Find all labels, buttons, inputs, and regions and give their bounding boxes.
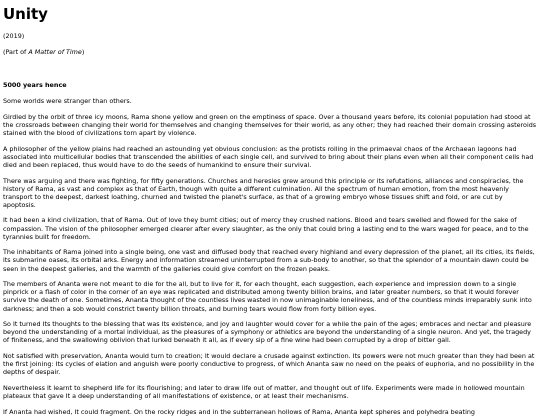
paragraph: The inhabitants of Rama joined into a single being, one vast and diffused body that reached every highland and every depression of the planet, all its cities, its fields, its submarine oases, its orbital arks. Energy and information streamed uninterrupted from a sub-body to another, so that the splendor of a mountain dawn could be seen in the deepest galleries, and the warmth of the galleries could give comfort on the frozen peaks. xyxy=(3,248,535,273)
spacer xyxy=(3,63,537,71)
paragraph: The members of Ananta were not meant to die for the all, but to live for it, for each thought, each suggestion, each experience and impression down to a single pinprick or a flash of color in the corner of an eye was replicated and distributed among twenty billion brains, and later greater numbers, so that it would forever survive the death of one. Sometimes, Ananta thought of the countless lives wasted in now unimaginable loneliness, and of the countless minds irreparably sunk into darkness; and then a sob would constrict twenty billion throats, and burning tears would flow from forty billion eyes. xyxy=(3,280,532,313)
paragraph: Not satisfied with preservation, Ananta would turn to creation; It would declare a crusade against extinction. Its powers were not much greater than they had been at the first joining: Its cycles of elation and anguish were poorly conductive to progress, of which Ananta saw no need on the peaks of euphoria, and no possibility in the depths of despair. xyxy=(3,352,535,377)
paragraph: If Ananta had wished, It could fragment. On the rocky ridges and in the subterranean hollows of Rama, Ananta kept spheres and polyhedra beating xyxy=(3,407,475,416)
paragraph: A philosopher of the yellow plains had reached an astounding yet obvious conclusion: as the protists rolling in the primaeval chaos of the Archaean lagoons had associated into multicellular bodies that transcended the abilities of each single cell, and survived to bring about their plans even when all their component cells had died and been replaced, thus would have to do the seeds of humankind to ensure their survival. xyxy=(3,144,534,169)
paragraph: Some worlds were stranger than others. xyxy=(3,97,132,106)
page-title: Unity xyxy=(3,5,48,23)
paragraph: So It turned Its thoughts to the blessing that was Its existence, and joy and laughter would cover for a while the pain of the ages; embraces and nectar and pleasure beyond the understanding of a mortal individual, as the pleasures of a symphony or athletics are beyond the understanding of a single neuron. And yet, the tragedy of finiteness, and the swallowing oblivion that lurked beneath it all, as if every sip of a fine wine had been corrupted by a drop of bitter gall. xyxy=(3,320,532,345)
section-heading: 5000 years hence xyxy=(3,81,67,90)
paragraph: Nevertheless It learnt to shepherd life for its flourishing; and later to draw life out of matter, and thought out of life. Experiments were made in hollowed mountain plateaux that gave It a deep understanding of all manifestations of existence, or at least their mechanisms. xyxy=(3,383,525,401)
paragraph: Girdled by the orbit of three icy moons, Rama shone yellow and green on the emptiness of space. Over a thousand years before, its colonial population had stood at the crossroads between changing their world for themselves and changing themselves for their world, as any other; they had reached their domain crossing asteroids stained with the blood of civilizations torn apart by violence. xyxy=(3,112,537,137)
paragraph: There was arguing and there was fighting, for fifty generations. Churches and heresies grew around this principle or its refutations, alliances and conspiracies, the history of Rama, as vast and complex as that of Earth, though with quite a different culmination. All the spectrum of human emotion, from the most heavenly transport to the deepest, darkest loathing, churned and twisted the planet's surface, as that of a growing embryo whose tissues shift and fold, or are cut by apoptosis. xyxy=(3,176,524,209)
part-of-suffix: ) xyxy=(81,47,85,56)
paragraph: It had been a kind civilization, that of Rama. Out of love they burnt cities; out of mercy they crushed nations. Blood and tears swelled and flowed for the sake of compassion. The vision of the philosopher emerged clearer after every slaughter, as the only that could bring a lasting end to the wars waged for peace, and to the tyrannies built for freedom. xyxy=(3,216,529,241)
year-line: (2019) xyxy=(3,32,25,40)
part-of-prefix: (Part of xyxy=(3,47,29,56)
part-of-line xyxy=(3,48,537,56)
part-of-title: A Matter of Time xyxy=(28,47,82,56)
